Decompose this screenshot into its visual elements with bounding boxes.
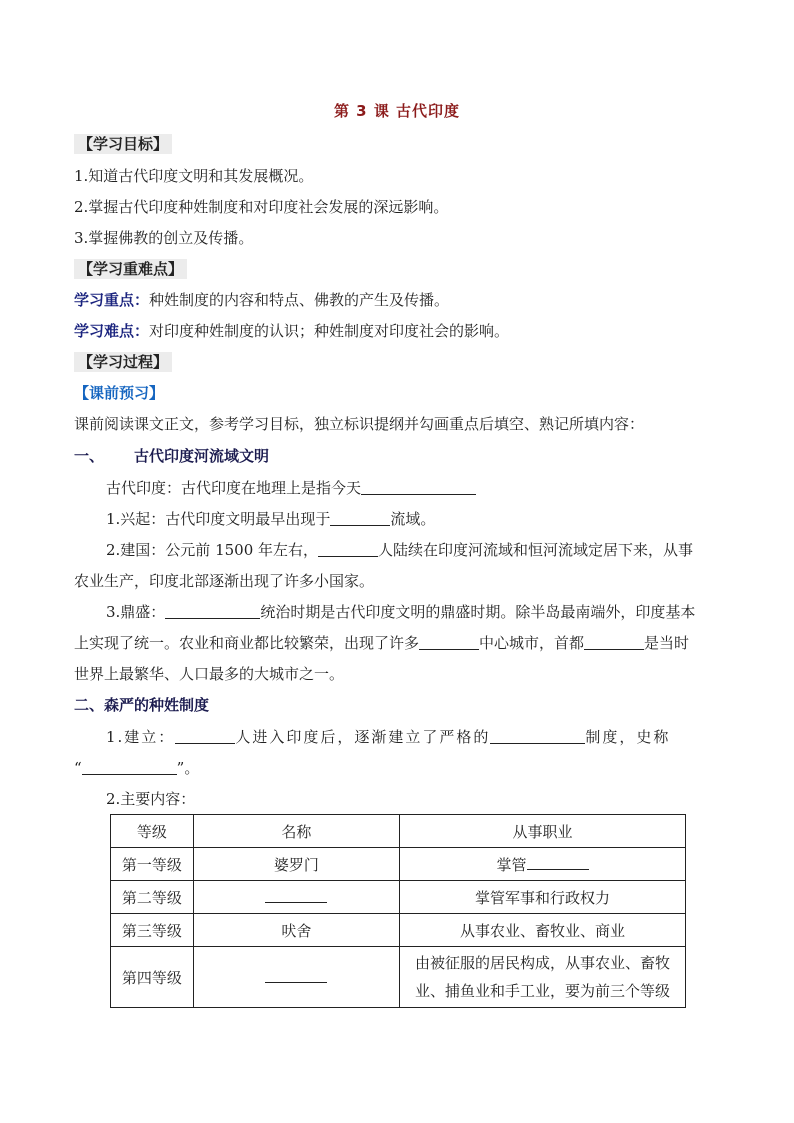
table-row [111,914,686,947]
rank-cell: 第三等级 [111,914,194,947]
section1-heading-num: 一、 [74,447,105,465]
rank-cell: 第四等级 [111,947,194,1008]
table-row [111,848,686,881]
focus-line [74,290,449,310]
process-header-row [74,352,172,372]
peak-line [106,602,695,622]
header-rank: 等级 [111,815,194,848]
table-row [111,881,686,914]
section1-heading-text: 古代印度河流域文明 [134,447,270,465]
section1-heading [74,446,269,466]
preview-label-row [74,383,164,403]
preview-instruction: 课前阅读课文正文，参考学习目标，独立标识提纲并勾画重点后填空、熟记所填内容： [74,415,645,433]
peak-line-cont [74,633,689,653]
found-line-cont: 农业生产，印度北部逐渐出现了许多小国家。 [74,572,375,590]
content-label: 2.主要内容： [106,790,196,808]
name-cell: 婆罗门 [193,848,399,881]
header-name: 名称 [193,815,399,848]
establish-text-a: 1.建立： [106,728,176,746]
job-line-2: 业、捕鱼业和手工业，要为前三个等级 [415,982,671,1000]
job-cell: 从事农业、畜牧业、商业 [400,914,686,947]
section2-heading-text: 二、森严的种姓制度 [74,696,210,714]
rise-blank[interactable] [330,509,390,526]
peak-blank-1[interactable] [165,602,260,619]
table-header-row [111,815,686,848]
job-text: 掌管 [496,855,527,874]
objective-item-1: 1.知道古代印度文明和其发展概况。 [74,167,314,185]
rank-cell: 第一等级 [111,848,194,881]
establish-text-b: 人进入印度后，逐渐建立了严格的 [235,728,491,746]
name-blank[interactable] [265,968,327,983]
name-cell: 吠舍 [193,914,399,947]
caste-table [110,814,686,1008]
peak-text-d: 中心城市，首都 [479,634,585,652]
found-blank[interactable] [318,540,378,557]
focus-label: 学习重点： [74,291,150,309]
job-line-1: 由被征服的居民构成，从事农业、畜牧 [415,954,671,972]
peak-line-end: 世界上最繁华、人口最多的大城市之一。 [74,665,345,683]
geo-line [106,478,476,498]
table-row [111,947,686,1008]
geo-text: 古代印度：古代印度在地理上是指今天 [106,479,362,497]
found-line [106,540,693,560]
page-title: 第 3 课 古代印度 [333,102,461,120]
establish-blank-3[interactable] [82,758,177,775]
objective-item-2: 2.掌握古代印度种姓制度和对印度社会发展的深远影响。 [74,198,449,216]
found-text-a: 2.建国：公元前 1500 年左右， [106,541,319,559]
rise-text-a: 1.兴起：古代印度文明最早出现于 [106,510,331,528]
establish-blank-1[interactable] [175,727,235,744]
establish-line-cont [74,758,199,778]
establish-line [106,727,670,747]
quote-open: “ [74,759,82,777]
name-blank[interactable] [265,888,327,903]
objective-item-3: 3.掌握佛教的创立及传播。 [74,229,254,247]
name-cell [193,947,399,1008]
difficulty-text: 对印度种姓制度的认识；种姓制度对印度社会的影响。 [149,322,510,340]
job-cell [400,947,686,1008]
geo-blank[interactable] [361,478,476,495]
peak-text-e: 是当时 [644,634,690,652]
preview-label: 【课前预习】 [74,384,165,402]
process-header: 【学习过程】 [74,352,172,372]
section2-heading [74,695,209,715]
key-points-header: 【学习重难点】 [74,259,187,279]
job-cell [400,848,686,881]
difficulty-label: 学习难点： [74,322,150,340]
name-cell [193,881,399,914]
header-job: 从事职业 [400,815,686,848]
objectives-header-row [74,134,172,154]
peak-blank-3[interactable] [584,633,644,650]
peak-blank-2[interactable] [419,633,479,650]
key-points-header-row [74,259,187,279]
job-cell: 掌管军事和行政权力 [400,881,686,914]
establish-blank-2[interactable] [490,727,585,744]
focus-text: 种姓制度的内容和特点、佛教的产生及传播。 [149,291,450,309]
establish-text-c: 制度，史称 [585,728,671,746]
job-blank[interactable] [527,855,589,870]
objectives-header: 【学习目标】 [74,134,172,154]
found-text-b: 人陆续在印度河流域和恒河流域定居下来，从事 [378,541,694,559]
rank-cell: 第二等级 [111,881,194,914]
peak-text-b: 统治时期是古代印度文明的鼎盛时期。除半岛最南端外，印度基本 [260,603,696,621]
difficulty-line [74,321,509,341]
peak-text-a: 3.鼎盛： [106,603,166,621]
rise-line [106,509,435,529]
peak-text-c: 上实现了统一。农业和商业都比较繁荣，出现了许多 [74,634,420,652]
quote-close: ”。 [176,759,200,777]
rise-text-b: 流域。 [390,510,436,528]
